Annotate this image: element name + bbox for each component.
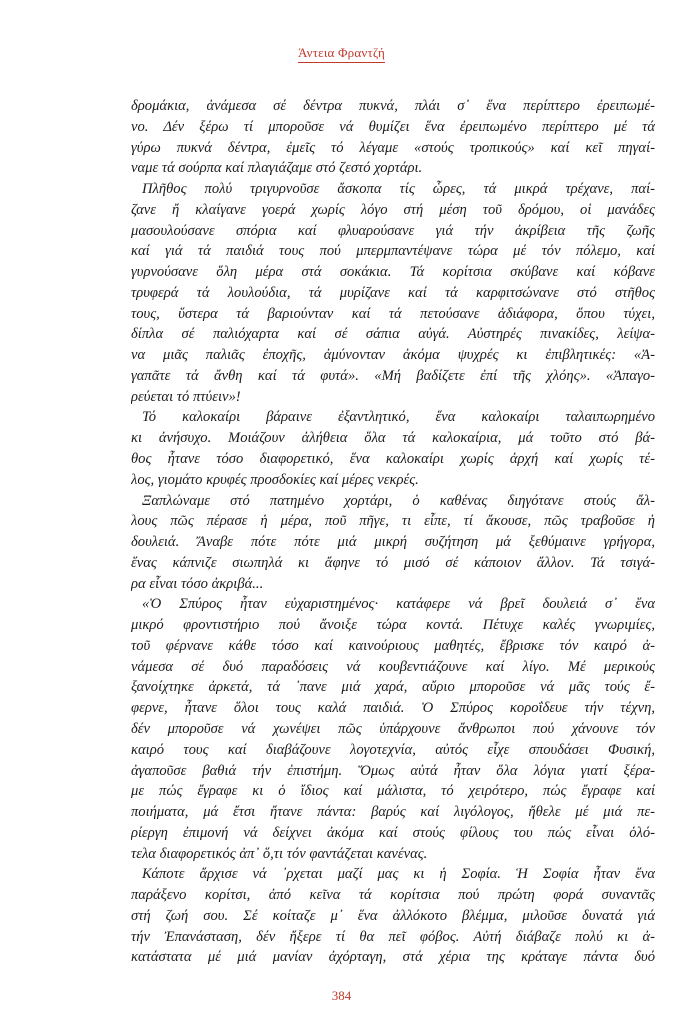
- text-line: λος, γιομάτο κρυφές προσδοκίες καί μέρες νεκρές.: [131, 471, 419, 488]
- text-line: δρομάκια, ἀνάμεσα σέ δέντρα πυκνά, πλάι σ᾽ ἕνα περίπτερο ἐρειπωμέ-: [131, 98, 655, 114]
- body-text: [131, 96, 655, 968]
- text-line: τρυφερά τά λουλούδια, τά μυρίζανε καί τά καρφιτσώνανε στό στῆθος: [131, 284, 655, 301]
- text-line: καί γιά τά παιδιά τους πού μπερμπαντέψανε τώρα μέ τόν πόλεμο, καί: [131, 243, 655, 260]
- text-line: «Ὁ Σπύρος ἦταν εὐχαριστημένος· κατάφερε νά βρεῖ δουλειά σ᾽ ἕνα: [142, 596, 655, 613]
- text-line: δίπλα σέ παλιόχαρτα καί σέ σάπια αὐγά. Αὐστηρές πινακίδες, λείψα-: [131, 326, 655, 343]
- text-line: ρεύεται τό πτύειν»!: [131, 388, 241, 405]
- text-line: τήν Ἐπανάσταση, δέν ἤξερε τί θα πεῖ φόβος. Αὐτή διάβαζε πολύ κι ἀ-: [131, 928, 655, 945]
- text-line: να μιᾶς παλιᾶς ἐποχῆς, ἀμύνονταν ἀκόμα ψυχρές κι ἐπιβλητικές: «Ἀ-: [131, 347, 655, 364]
- text-line: Πλῆθος πολύ τριγυρνοῦσε ἄσκοπα τίς ὧρες, τά μικρά τρέχανε, παί-: [142, 181, 655, 198]
- text-line: τους, ὕστερα τά βαριούνταν καί τά πετούσανε ἀδιάφορα, ὅπου τύχει,: [131, 305, 655, 322]
- text-line: ζανε ἤ κλαίγανε γοερά χωρίς λόγο στή μέση τοῦ δρόμου, οἱ μανάδες: [131, 201, 655, 218]
- text-line: μασουλούσανε σπόρια καί φλυαρούσανε γιά τήν ἀκρίβεια τῆς ζωῆς: [131, 222, 655, 239]
- text-line: στή ζωή σου. Σέ κοίταζε μ᾽ ἕνα ἀλλόκοτο βλέμμα, μιλοῦσε δυνατά γιά: [131, 907, 655, 924]
- text-line: Κάποτε ἄρχισε νά ᾽ρχεται μαζί μας κι ἡ Σοφία. Ἡ Σοφία ἦταν ἕνα: [142, 866, 655, 883]
- text-line: ἀγαποῦσε βαθιά τήν ἐπιστήμη. Ὅμως αὐτά ἦταν ὅλα λόγια γιατί ξέρα-: [131, 762, 655, 779]
- text-line: μικρό φροντιστήριο πού ἄνοιξε τώρα κοντά. Πέτυχε καλές γνωριμίες,: [131, 617, 655, 634]
- text-line: Τό καλοκαίρι βάραινε ἐξαντλητικό, ἕνα καλοκαίρι ταλαιπωρημένο: [142, 409, 655, 426]
- page-number: 384: [331, 988, 352, 1003]
- author-name: Άντεια Φραντζή: [298, 45, 385, 63]
- text-line: φερνε, ἦτανε ὅλοι τους καλά παιδιά. Ὁ Σπύρος κοροΐδευε τήν τέχνη,: [131, 700, 655, 717]
- text-line: δουλειά. Ἄναβε πότε πότε μιά μικρή συζήτηση μά ξεθύμαινε γρήγορα,: [131, 534, 655, 551]
- text-line: ρίεργη ἐπιμονή νά δείχνει ἀκόμα καί στούς φίλους του πώς εἶναι ὁλό-: [131, 824, 655, 841]
- text-line: γαπᾶτε τά ἄνθη καί τά φυτά». «Μή βαδίζετε ἐπί τῆς χλόης». «Ἀπαγο-: [131, 367, 655, 384]
- text-line: τοῦ φέρνανε κάθε τόσο καί καινούριους μαθητές, ἔβρισκε τόν καιρό ἀ-: [131, 637, 655, 654]
- text-line: ξανοίχτηκε ἀρκετά, τά ᾽πανε μιά χαρά, αὔριο μποροῦσε νά μᾶς τούς ἔ-: [131, 679, 655, 696]
- text-line: λους πῶς πέρασε ἡ μέρα, ποῦ πῆγε, τι εἶπε, τί ἄκουσε, πῶς τραβοῦσε ἡ: [131, 513, 655, 530]
- text-line: παράξενο κορίτσι, ἀπό κεῖνα τά κορίτσια πού πρώτη φορά συναντᾶς: [131, 887, 655, 904]
- text-line: κατάστατα μέ μιά μανίαν ἀχόρταγη, στά χέρια της κράταγε πάντα δυό: [131, 949, 655, 966]
- text-line: τελα διαφορετικός ἀπ᾽ ὅ,τι τόν φαντάζεται κανένας.: [131, 845, 428, 862]
- text-line: Ξαπλώναμε στό πατημένο χορτάρι, ὁ καθένας διηγότανε στούς ἄλ-: [142, 492, 655, 509]
- text-line: νάμεσα σέ δυό παραδόσεις νά κουβεντιάζουνε καί λίγο. Μέ μερικούς: [131, 658, 655, 675]
- text-line: θος ἦτανε τόσο διαφορετικό, ἕνα καλοκαίρι χωρίς ἀρχή καί χωρίς τέ-: [131, 451, 655, 468]
- text-line: ναμε τά σούρπα καί πλαγιάζαμε στό ζεστό χορτάρι.: [131, 160, 423, 177]
- text-line: γυρνούσανε ὅλη μέρα στά σοκάκια. Τά κορίτσια σκύβανε καί κόβανε: [131, 264, 655, 281]
- text-line: δέν μποροῦσε νά χωνέψει πῶς ὑπάρχουνε ἄνθρωποι πού χάνουνε τόν: [131, 720, 655, 737]
- text-line: γύρω πυκνά δέντρα, ἐμεῖς τό λέγαμε «στούς τροπικούς» καί κεῖ πηγαί-: [131, 139, 655, 156]
- text-line: νο. Δέν ξέρω τί μποροῦσε νά θυμίζει ἕνα ἐρειπωμένο περίπτερο μέ τά: [131, 118, 655, 135]
- text-line: ρα εἶναι τόσο ἀκριβά...: [131, 575, 264, 592]
- text-line: κι ἀνήσυχο. Μοιάζουν ἀλήθεια ὅλα τά καλοκαίρια, μά τοῦτο στό βά-: [131, 430, 655, 447]
- text-line: καιρό τους καί διαβάζουνε λογοτεχνία, αὐτός εἶχε σπουδάσει Φυσική,: [131, 741, 655, 758]
- text-line: ποιήματα, μά ἔτσι ἤτανε πάντα: βαρύς καί λιγόλογος, ἤθελε μέ μιά πε-: [131, 804, 655, 821]
- text-line: με πώς ἔγραφε κι ὁ ἴδιος καί μάλιστα, τό χειρότερο, πώς ἔγραφε καί: [131, 783, 655, 800]
- text-line: ἕνας κάπνιζε σιωπηλά κι ἄφηνε τό μισό σέ κάποιον ἄλλον. Τά τσιγά-: [131, 554, 655, 571]
- running-head: [0, 42, 683, 63]
